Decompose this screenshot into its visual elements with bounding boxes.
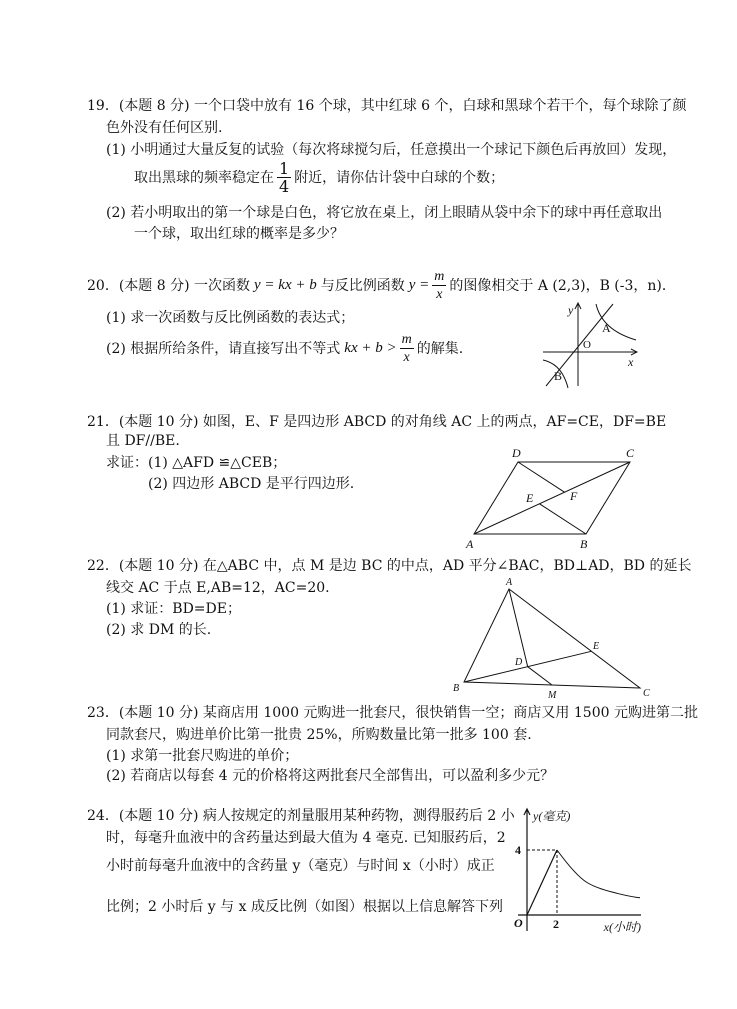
p22-line2: 线交 AC 于点 E,AB=12，AC=20. — [106, 580, 330, 596]
triangle-abc — [464, 589, 640, 688]
vertex-d-label: D — [512, 446, 521, 460]
fraction-denominator: x — [403, 349, 410, 365]
y-axis-label: y(毫克) — [533, 809, 571, 823]
p19-line1: 19．(本题 8 分) 一个口袋中放有 16 个球，其中红球 6 个，白球和黑球个若干个，每个球除了颜 — [87, 98, 687, 114]
p24-line4: 比例；2 小时后 y 与 x 成反比例（如图）根据以上信息解答下列 — [106, 899, 503, 915]
origin-label: O — [514, 916, 523, 930]
p24-line2: 时，每毫升血液中的含药量达到最大值为 4 毫克. 已知服药后，2 — [106, 830, 506, 846]
p24-drug-concentration-graph — [508, 805, 643, 935]
p21-line1: 21．(本题 10 分) 如图，E、F 是四边形 ABCD 的对角线 AC 上的两点，AF=CE，DF=BE — [87, 414, 667, 430]
proportional-segment — [527, 850, 557, 915]
inverse-function-lhs: y = — [408, 276, 430, 293]
fraction-numerator: m — [401, 331, 412, 347]
point-b-label: B — [554, 369, 563, 383]
segment-be — [540, 504, 587, 534]
inverse-proportional-curve — [557, 850, 640, 898]
segment-dm — [528, 667, 552, 685]
segment-be — [464, 651, 591, 682]
p20-q2-post: 的解集. — [416, 341, 464, 357]
point-e-label: E — [593, 641, 600, 652]
y-axis-label: y — [568, 303, 574, 317]
point-m-label: M — [548, 690, 557, 701]
fraction-numerator: m — [434, 268, 445, 284]
x-axis-label: x(小时) — [603, 920, 641, 934]
p19-fraction — [277, 160, 291, 195]
p19-q1-line2 — [134, 158, 504, 196]
origin-label: O — [583, 339, 591, 351]
p19-line2: 色外没有任何区别. — [106, 120, 223, 136]
inequality-lhs: kx + b > — [344, 339, 397, 356]
p24-line1: 24．(本题 10 分) 病人按规定的剂量服用某种药物，测得服药后 2 小 — [87, 808, 515, 824]
p23-line2: 同款套尺，购进单价比第一批贵 25%，所购数量比第一批多 100 套. — [106, 727, 532, 743]
point-f-label: F — [570, 489, 578, 503]
p19-q1-line1: (1) 小明通过大量反复的试验（每次将球搅匀后，任意摸出一个球记下颜色后再放回）发现， — [106, 142, 677, 158]
p20-fraction — [432, 268, 446, 303]
p21-proof-2: (2) 四边形 ABCD 是平行四边形. — [148, 476, 355, 492]
p22-triangle-figure — [450, 575, 655, 700]
vertex-b-label: B — [453, 683, 460, 694]
x-axis-label: x — [628, 355, 634, 369]
point-a-label: A — [602, 321, 611, 335]
x-tick-label: 2 — [553, 917, 559, 931]
p23-q1: (1) 求第一批套尺购进的单价； — [106, 748, 299, 764]
p22-line1: 22．(本题 10 分) 在△ABC 中，点 M 是边 BC 的中点，AD 平分∠BAC，BD⊥AD，BD 的延长 — [87, 558, 692, 574]
point-d-label: D — [515, 657, 523, 668]
p20-q2-pre: (2) 根据所给条件，请直接写出不等式 — [106, 341, 341, 357]
diagonal-ac — [474, 462, 630, 534]
p19-q2-line1: (2) 若小明取出的第一个球是白色，将它放在桌上，闭上眼睛从袋中余下的球中再任意取出 — [106, 205, 663, 221]
p20-line1 — [87, 266, 676, 304]
p21-parallelogram-figure — [462, 444, 642, 552]
point-e-label: E — [526, 491, 534, 505]
fraction-numerator: 1 — [279, 158, 290, 178]
fraction-denominator: 4 — [279, 176, 290, 196]
p20-q2 — [106, 329, 463, 367]
linear-function-formula: y = kx + b — [254, 276, 317, 293]
p23-q2: (2) 若商店以每套 4 元的价格将这两批套尺全部售出，可以盈利多少元？ — [106, 768, 555, 784]
p22-q1: (1) 求证：BD=DE； — [106, 601, 241, 617]
vertex-a-label: A — [506, 577, 513, 588]
p20-function-graph — [540, 300, 640, 388]
p21-line2: 且 DF//BE. — [106, 433, 180, 449]
p23-line1: 23．(本题 10 分) 某商店用 1000 元购进一批套尺，很快销售一空；商店又用 1500 元购进第二批 — [87, 705, 698, 721]
p24-line3: 小时前每毫升血液中的含药量 y（毫克）与时间 x（小时）成正 — [106, 858, 495, 874]
y-tick-label: 4 — [515, 843, 521, 857]
p20-line1-pre: 20．(本题 8 分) 一次函数 — [87, 278, 250, 294]
p20-line1-post: 的图像相交于 A (2,3)，B (-3，n)． — [449, 278, 676, 294]
segment-df — [518, 462, 565, 492]
p19-q1-line2-post: 附近，请你估计袋中白球的个数； — [294, 170, 505, 186]
vertex-c-label: C — [626, 446, 635, 460]
vertex-c-label: C — [643, 688, 650, 699]
p20-line1-mid: 与反比例函数 — [320, 278, 405, 294]
p20-q1: (1) 求一次函数与反比例函数的表达式； — [106, 310, 355, 326]
vertex-b-label: B — [580, 537, 588, 551]
p22-q2: (2) 求 DM 的长. — [106, 622, 212, 638]
p19-q2-line2: 一个球，取出红球的概率是多少？ — [134, 226, 344, 242]
p19-q1-line2-pre: 取出黑球的频率稳定在 — [134, 170, 274, 186]
p20-q2-fraction — [400, 331, 414, 366]
fraction-denominator: x — [436, 286, 443, 302]
p21-proof-1: 求证：(1) △AFD ≌△CEB； — [106, 455, 287, 471]
vertex-a-label: A — [466, 537, 474, 551]
